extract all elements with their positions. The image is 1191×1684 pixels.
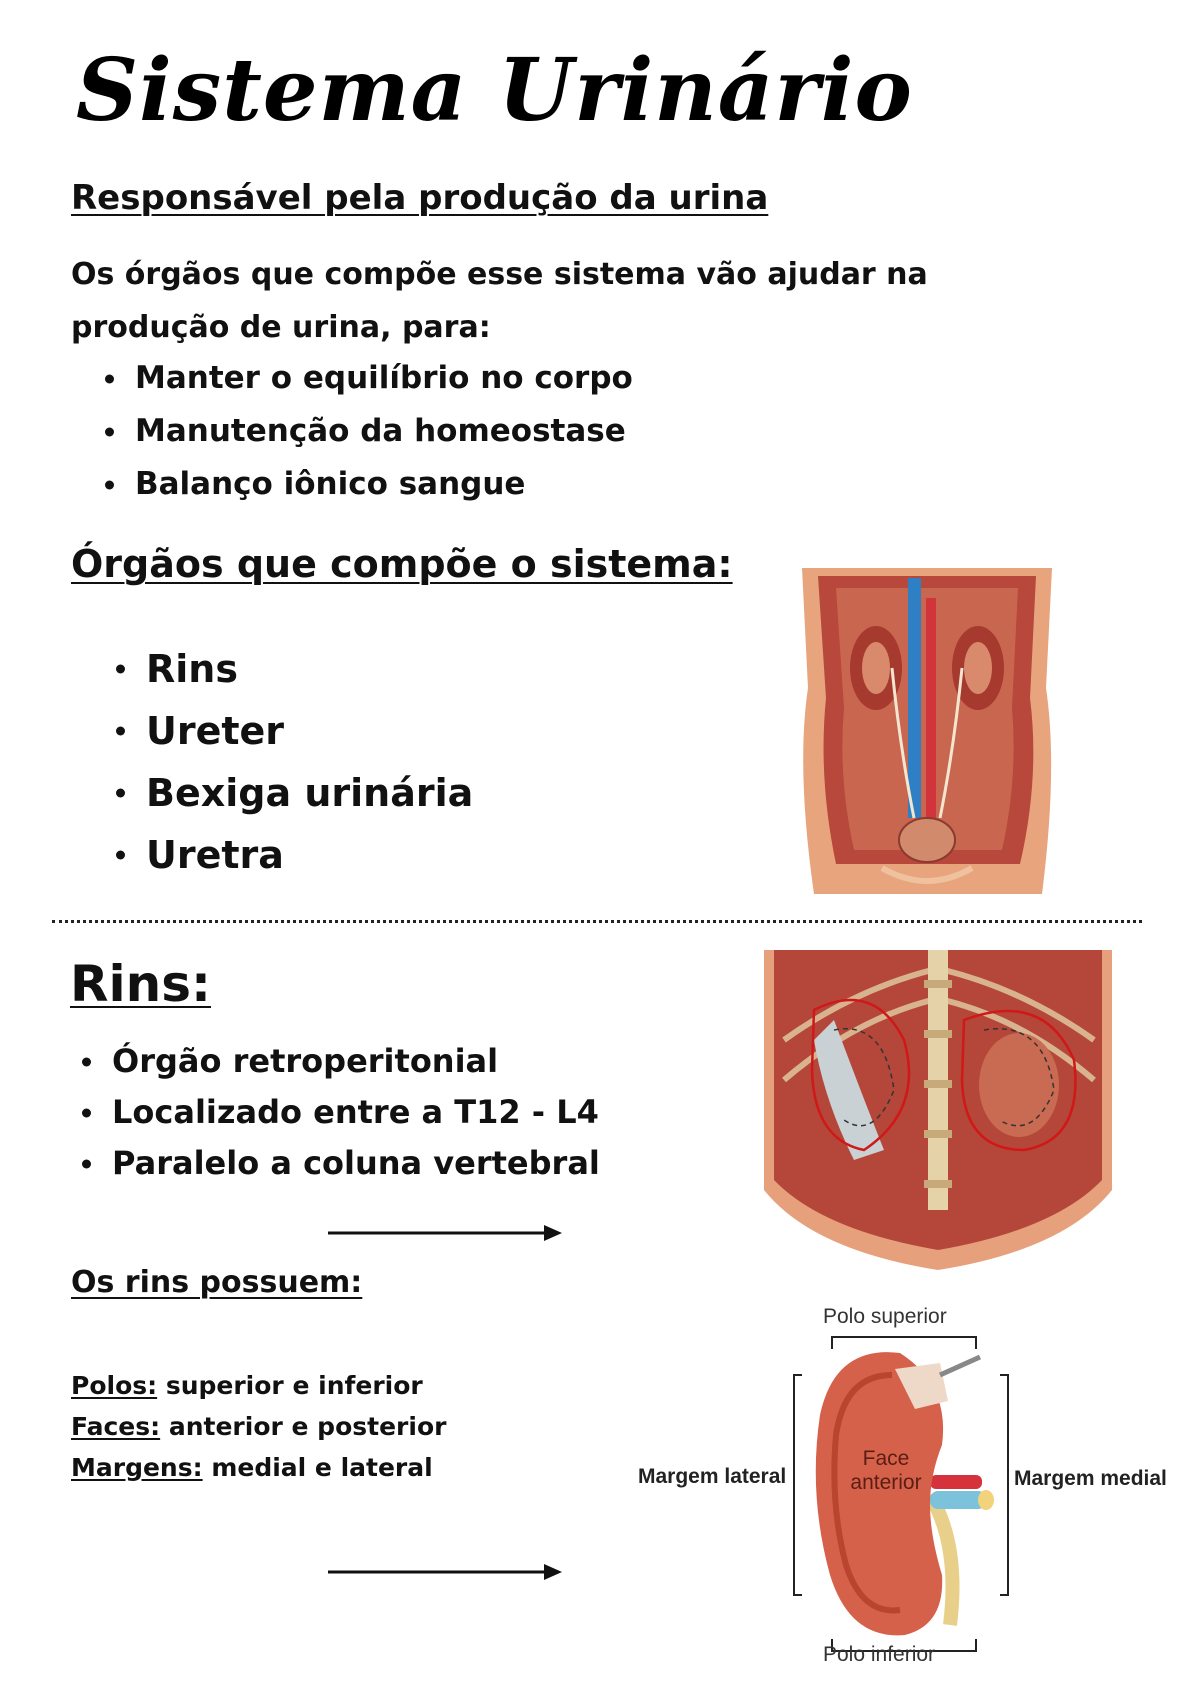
organs-list [146, 638, 473, 886]
property-label: Margens: [71, 1453, 203, 1482]
label-polo-inferior: Polo inferior [823, 1643, 936, 1666]
property-row [71, 1447, 446, 1488]
list-item: Ureter [146, 700, 473, 762]
section-heading-orgaos: Órgãos que compõe o sistema: [71, 542, 733, 586]
kidney-posterior-illustration [764, 950, 1112, 1270]
section-divider [52, 920, 1142, 923]
label-margem-lateral: Margem lateral [638, 1465, 787, 1488]
possuem-heading: Os rins possuem: [71, 1265, 363, 1300]
property-label: Faces: [71, 1412, 161, 1441]
kidney-facts-list [112, 1036, 600, 1189]
property-value: superior e inferior [157, 1371, 423, 1400]
property-row [71, 1365, 446, 1406]
page-title: Sistema Urinário [76, 40, 913, 141]
section-heading-rins: Rins: [70, 955, 211, 1013]
property-value: medial e lateral [202, 1453, 433, 1482]
list-item: Manutenção da homeostase [135, 405, 633, 458]
arrow-right-icon [328, 1561, 564, 1583]
list-item: Rins [146, 638, 473, 700]
list-item: Localizado entre a T12 - L4 [112, 1087, 600, 1138]
property-label: Polos: [71, 1371, 158, 1400]
kidney-properties [71, 1365, 446, 1488]
property-value: anterior e posterior [160, 1412, 447, 1441]
list-item: Paralelo a coluna vertebral [112, 1138, 600, 1189]
label-margem-medial: Margem medial [1014, 1467, 1167, 1490]
list-item: Manter o equilíbrio no corpo [135, 352, 633, 405]
list-item: Uretra [146, 824, 473, 886]
property-row [71, 1406, 446, 1447]
kidney-diagram [630, 1305, 1191, 1671]
intro-paragraph: Os órgãos que compõe esse sistema vão ajudar na produção de urina, para: [71, 257, 928, 345]
list-item: Balanço iônico sangue [135, 458, 633, 511]
section-heading-producao: Responsável pela produção da urina [71, 178, 769, 218]
arrow-right-icon [328, 1222, 564, 1244]
label-polo-superior: Polo superior [823, 1305, 947, 1328]
list-item: Órgão retroperitonial [112, 1036, 600, 1087]
label-face-line: Face [862, 1447, 910, 1470]
urinary-system-anterior-illustration [796, 568, 1058, 894]
functions-list [135, 352, 633, 511]
list-item: Bexiga urinária [146, 762, 473, 824]
label-face-anterior [840, 1447, 932, 1495]
label-face-line: anterior [850, 1471, 922, 1494]
